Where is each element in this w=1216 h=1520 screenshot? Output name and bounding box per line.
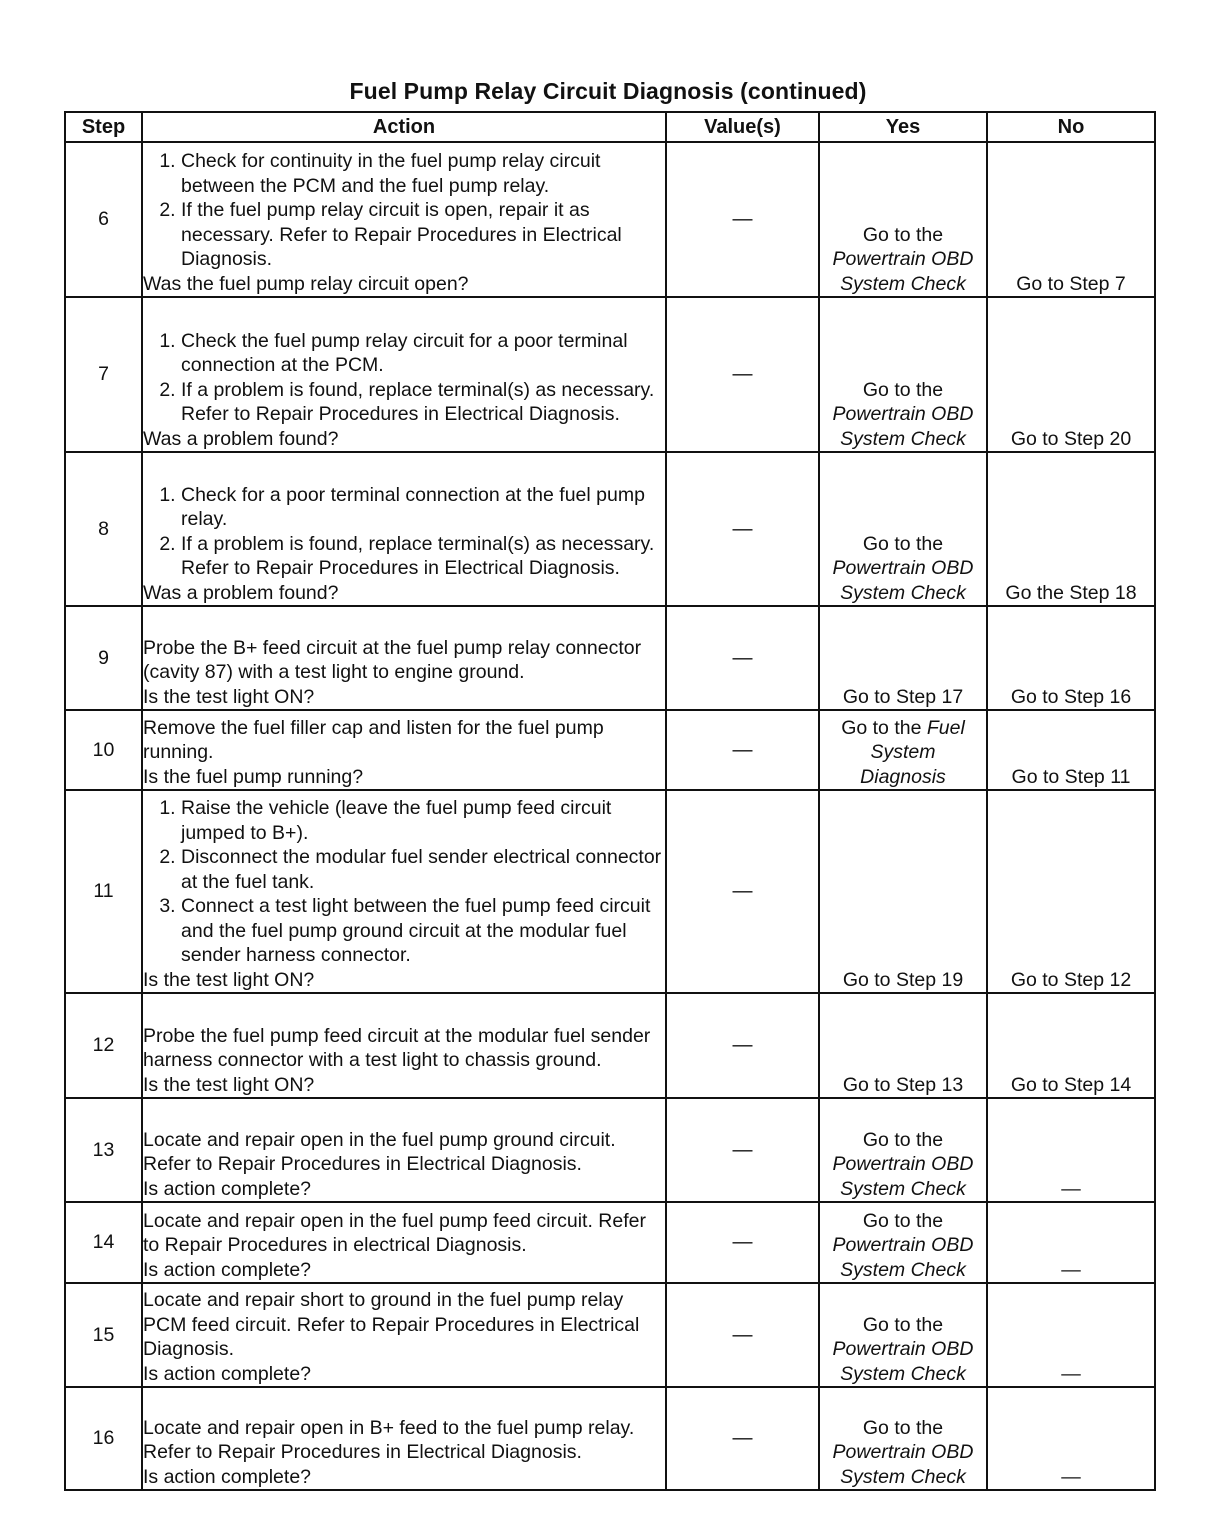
table-row (65, 606, 1155, 710)
action-step-item: 1. Check for continuity in the fuel pump relay circuit between the PCM and the fuel pump relay. (181, 149, 665, 198)
action-text: Locate and repair open in the fuel pump ground circuit. Refer to Repair Procedures in Electrical Diagnosis. (143, 1128, 616, 1175)
action-question: Is the fuel pump running? (143, 765, 364, 788)
header-row (65, 112, 1155, 142)
yes-text: Go to the (841, 716, 922, 739)
action-step-item: 3. Connect a test light between the fuel pump feed circuit and the fuel pump ground circuit at the modular fuel sender harness connector. (181, 894, 665, 968)
action-question: Is the test light ON? (143, 968, 315, 991)
values-cell: — (666, 1202, 819, 1283)
yes-link-text: Powertrain OBD System Check (832, 557, 974, 604)
yes-link-text: Powertrain OBD System Check (832, 248, 974, 295)
page-title: Fuel Pump Relay Circuit Diagnosis (continued) (349, 78, 867, 104)
no-cell: Go to Step 11 (987, 710, 1155, 790)
table-row (65, 452, 1155, 606)
action-cell (142, 1098, 666, 1202)
step-number: 15 (65, 1283, 142, 1387)
yes-cell (819, 710, 987, 790)
action-question: Is the test light ON? (143, 685, 315, 708)
action-cell (142, 1387, 666, 1490)
action-cell (142, 606, 666, 710)
yes-link-text: Powertrain OBD System Check (832, 403, 974, 450)
yes-cell (819, 1098, 987, 1202)
no-cell: Go to Step 7 (987, 142, 1155, 297)
step-number: 14 (65, 1202, 142, 1283)
no-cell: Go the Step 18 (987, 452, 1155, 606)
action-question: Was a problem found? (143, 581, 339, 604)
action-step-item: 2. If a problem is found, replace terminal(s) as necessary. Refer to Repair Procedures in Electrical Diagnosis. (181, 378, 665, 427)
yes-cell (819, 452, 987, 606)
action-steps (143, 329, 665, 427)
action-question: Is action complete? (143, 1465, 312, 1488)
table-body (65, 142, 1155, 1490)
table-row (65, 993, 1155, 1098)
action-cell (142, 710, 666, 790)
table-row (65, 1202, 1155, 1283)
yes-link-text: Powertrain OBD System Check (832, 1153, 974, 1200)
action-steps (143, 149, 665, 272)
action-question: Is the test light ON? (143, 1073, 315, 1096)
step-number: 8 (65, 452, 142, 606)
action-question: Is action complete? (143, 1362, 312, 1385)
action-cell (142, 297, 666, 452)
no-cell: — (987, 1387, 1155, 1490)
yes-cell (819, 1202, 987, 1283)
action-step-item: 2. If a problem is found, replace terminal(s) as necessary. Refer to Repair Procedures in Electrical Diagnosis. (181, 532, 665, 581)
values-cell: — (666, 710, 819, 790)
yes-link-text: Fuel System Diagnosis (860, 716, 965, 788)
table-row (65, 1098, 1155, 1202)
table-row (65, 790, 1155, 993)
action-steps (143, 796, 665, 968)
no-cell: — (987, 1202, 1155, 1283)
step-number: 6 (65, 142, 142, 297)
action-question: Is action complete? (143, 1258, 312, 1281)
yes-cell (819, 606, 987, 710)
values-cell: — (666, 297, 819, 452)
step-number: 7 (65, 297, 142, 452)
yes-text: Go to the (862, 378, 944, 401)
yes-cell (819, 790, 987, 993)
action-question: Is action complete? (143, 1177, 312, 1200)
action-cell (142, 452, 666, 606)
diagnosis-table (64, 111, 1156, 1491)
action-cell (142, 142, 666, 297)
action-text: Remove the fuel filler cap and listen for the fuel pump running. (143, 716, 604, 763)
yes-text: Go to Step 19 (842, 968, 964, 991)
values-cell: — (666, 452, 819, 606)
header-step: Step (65, 112, 142, 142)
yes-text: Go to Step 17 (842, 685, 964, 708)
action-cell (142, 1202, 666, 1283)
step-number: 9 (65, 606, 142, 710)
action-text: Probe the fuel pump feed circuit at the modular fuel sender harness connector with a test light to chassis ground. (143, 1024, 651, 1071)
step-number: 13 (65, 1098, 142, 1202)
yes-cell (819, 1283, 987, 1387)
no-cell: Go to Step 12 (987, 790, 1155, 993)
yes-text: Go to the (862, 1416, 944, 1439)
action-steps (143, 483, 665, 581)
action-text: Locate and repair short to ground in the fuel pump relay PCM feed circuit. Refer to Repair Procedures in Electrical Diagnosis. (143, 1289, 640, 1360)
step-number: 10 (65, 710, 142, 790)
action-cell (142, 790, 666, 993)
header-action: Action (142, 112, 666, 142)
table-row (65, 142, 1155, 297)
values-cell: — (666, 1387, 819, 1490)
yes-cell (819, 297, 987, 452)
yes-text: Go to the (862, 1128, 944, 1151)
no-cell: Go to Step 14 (987, 993, 1155, 1098)
values-cell: — (666, 606, 819, 710)
yes-link-text: Powertrain OBD System Check (832, 1441, 974, 1488)
action-step-item: 2. Disconnect the modular fuel sender electrical connector at the fuel tank. (181, 845, 665, 894)
values-cell: — (666, 1283, 819, 1387)
step-number: 12 (65, 993, 142, 1098)
step-number: 11 (65, 790, 142, 993)
yes-text: Go to the (862, 532, 944, 555)
header-yes: Yes (819, 112, 987, 142)
action-text: Probe the B+ feed circuit at the fuel pump relay connector (cavity 87) with a test light to engine ground. (143, 636, 642, 683)
no-cell: Go to Step 20 (987, 297, 1155, 452)
header-no: No (987, 112, 1155, 142)
action-text: Locate and repair open in B+ feed to the fuel pump relay. Refer to Repair Procedures in Electrical Diagnosis. (143, 1416, 635, 1463)
action-step-item: 1. Raise the vehicle (leave the fuel pump feed circuit jumped to B+). (181, 796, 665, 845)
action-step-item: 2. If the fuel pump relay circuit is open, repair it as necessary. Refer to Repair Procedures in Electrical Diagnosis. (181, 198, 665, 272)
table-row (65, 297, 1155, 452)
table-row (65, 1387, 1155, 1490)
no-cell: — (987, 1098, 1155, 1202)
action-question: Was a problem found? (143, 427, 339, 450)
yes-link-text: Powertrain OBD System Check (832, 1338, 974, 1385)
no-cell: Go to Step 16 (987, 606, 1155, 710)
yes-text: Go to the (862, 1313, 944, 1336)
no-cell: — (987, 1283, 1155, 1387)
table-row (65, 1283, 1155, 1387)
values-cell: — (666, 142, 819, 297)
action-cell (142, 993, 666, 1098)
yes-text: Go to the (862, 223, 944, 246)
action-cell (142, 1283, 666, 1387)
header-values: Value(s) (666, 112, 819, 142)
values-cell: — (666, 1098, 819, 1202)
action-text: Locate and repair open in the fuel pump feed circuit. Refer to Repair Procedures in electrical Diagnosis. (143, 1209, 646, 1256)
table-row (65, 710, 1155, 790)
yes-link-text: Powertrain OBD System Check (832, 1234, 974, 1281)
action-question: Was the fuel pump relay circuit open? (143, 272, 469, 295)
yes-text: Go to the (862, 1209, 944, 1232)
values-cell: — (666, 993, 819, 1098)
yes-cell (819, 142, 987, 297)
action-step-item: 1. Check the fuel pump relay circuit for a poor terminal connection at the PCM. (181, 329, 665, 378)
values-cell: — (666, 790, 819, 993)
step-number: 16 (65, 1387, 142, 1490)
yes-text: Go to Step 13 (842, 1073, 964, 1096)
yes-cell (819, 993, 987, 1098)
action-step-item: 1. Check for a poor terminal connection at the fuel pump relay. (181, 483, 665, 532)
yes-cell (819, 1387, 987, 1490)
